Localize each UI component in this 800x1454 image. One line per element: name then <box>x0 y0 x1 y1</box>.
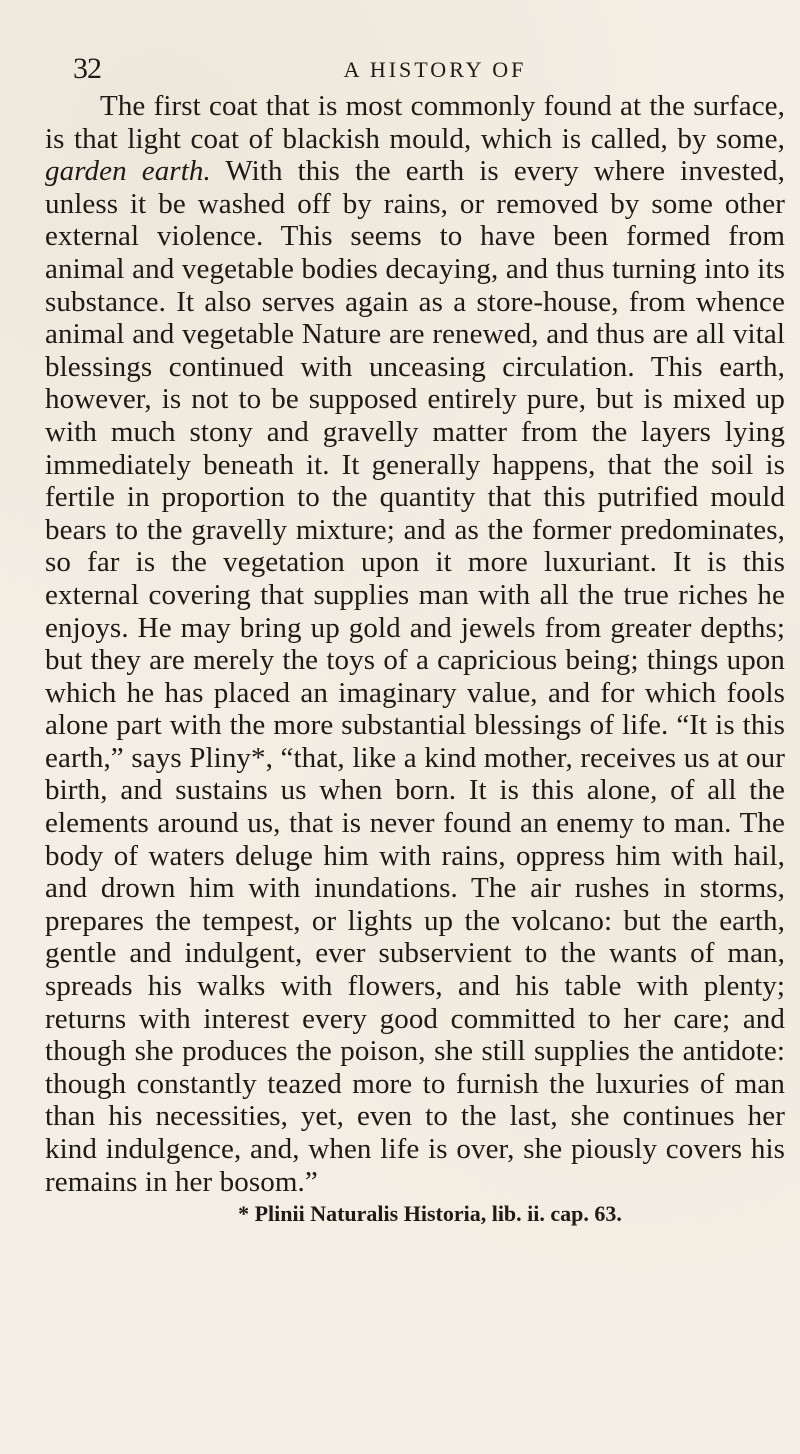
garden-earth-term: garden earth. <box>45 155 211 188</box>
body-text-part-2: With this the earth is every where invested, unless it be washed off by rains, or removed by some other external violence. This seems to have been formed from animal and vegetable bodies decaying, and thus turning into its substance. It also serves again as a store-house, from whence animal and vegetable Nature are renewed, and thus are all vital blessings continued with unceasing circulation. This earth, however, is not to be supposed entirely pure, but is mixed up with much stony and gravelly matter from the layers lying immediately beneath it. It generally happens, that the soil is fertile in proportion to the quantity that this putrified mould bears to the gravelly mixture; and as the former predominates, so far is the vegetation upon it more luxuriant. It is this external covering that supplies man with all the true riches he enjoys. He may bring up gold and jewels from greater depths; but they are merely the toys of a capricious being; things upon which he has placed an imaginary value, and for which fools alone part with the more substantial blessings of life. “It is this earth,” says Pliny*, “that, like a kind mother, receives us at our birth, and sustains us when born. It is this alone, of all the elements around us, that is never found an enemy to man. The body of waters deluge him with rains, oppress him with hail, and drown him with inundations. The air rushes in storms, prepares the tempest, or lights up the volcano: but the earth, gentle and indulgent, ever subservient to the wants of man, spreads his walks with flowers, and his table with plenty; returns with interest every good committed to her care; and though she produces the poison, she still supplies the antidote: though constantly teazed more to furnish the luxuries of man than his necessities, yet, even to the last, she continues her kind indulgence, and, when life is over, she piously covers his remains in her bosom.” <box>45 155 785 1198</box>
running-head: A HISTORY OF <box>343 57 527 82</box>
page-number: 32 <box>73 52 101 85</box>
body-paragraph <box>45 90 785 1198</box>
footnote: * Plinii Naturalis Historia, lib. ii. cap. 63. <box>238 1201 622 1227</box>
page-header <box>45 0 785 90</box>
body-text-part-1: The first coat that is most commonly found at the surface, is that light coat of blackish mould, which is called, by some, <box>45 90 785 155</box>
